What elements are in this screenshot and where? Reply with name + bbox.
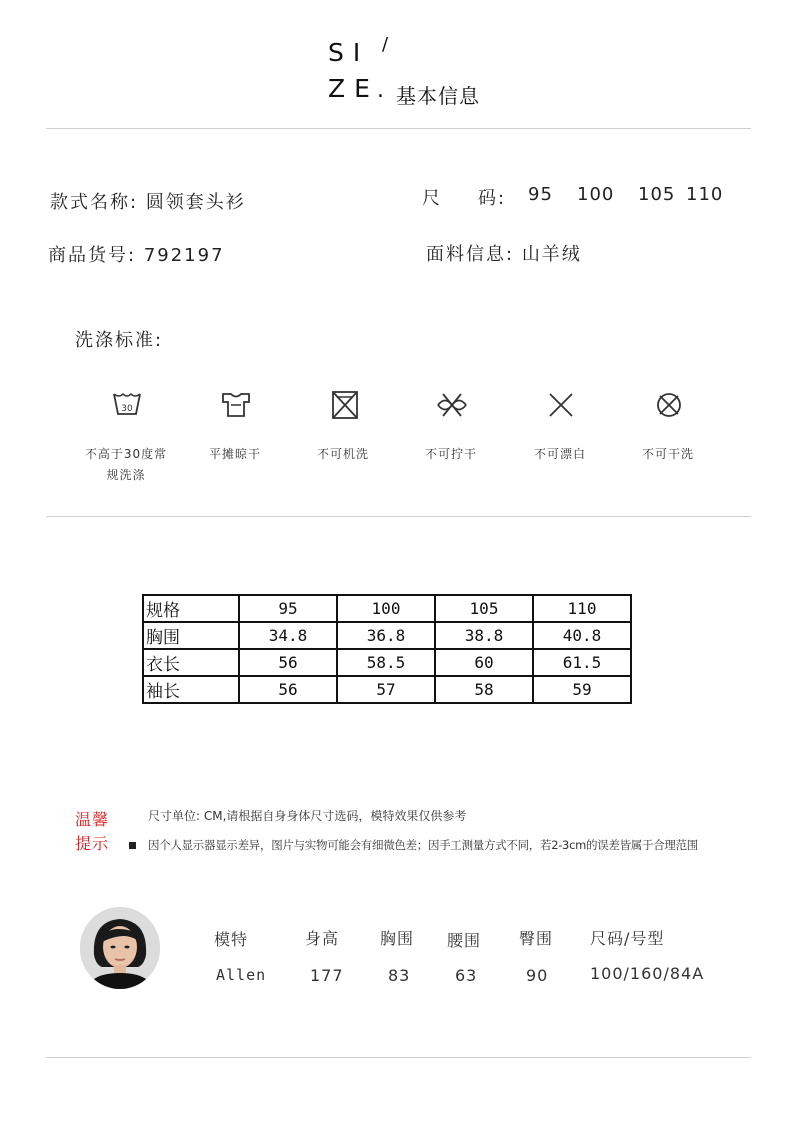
no-wring-icon (435, 388, 469, 422)
table-cell: 38.8 (435, 622, 533, 649)
item-number (48, 241, 225, 267)
item-value: 792197 (143, 245, 225, 266)
table-row (143, 649, 631, 676)
table-cell: 95 (239, 595, 337, 622)
style-name (50, 188, 246, 214)
care-label-3: 不可机洗 (316, 447, 369, 461)
fabric-value: 山羊绒 (521, 244, 582, 265)
table-cell: 36.8 (337, 622, 435, 649)
table-row (143, 595, 631, 622)
divider-top (46, 128, 751, 129)
size-105: 105 (638, 184, 676, 205)
table-row (143, 622, 631, 649)
flat-dry-icon (219, 388, 253, 422)
row-label: 胸围 (143, 622, 239, 649)
model-portrait-icon (80, 907, 160, 989)
fabric-label: 面料信息: (426, 244, 515, 265)
size-110: 110 (686, 184, 724, 205)
tips-title (75, 808, 109, 856)
size-info (422, 184, 507, 210)
table-cell: 59 (533, 676, 631, 703)
size-label-1: 尺 (422, 188, 442, 209)
table-cell: 60 (435, 649, 533, 676)
care-label-4: 不可拧干 (424, 447, 477, 461)
care-label-2: 平摊晾干 (208, 447, 261, 461)
wash-30-icon (110, 388, 144, 422)
table-cell: 100 (337, 595, 435, 622)
model-header-size: 尺码/号型 (590, 929, 665, 948)
table-cell: 61.5 (533, 649, 631, 676)
tips-title-2: 提示 (75, 834, 110, 853)
no-machine-wash-icon (328, 388, 362, 422)
model-header-chest: 胸围 (380, 929, 415, 948)
care-label-6: 不可干洗 (641, 447, 694, 461)
size-table (142, 594, 632, 704)
care-label-1-line-2: 规洗涤 (106, 468, 146, 482)
avatar (80, 907, 160, 989)
item-label: 商品货号: (48, 245, 137, 266)
table-cell: 56 (239, 676, 337, 703)
divider-bottom (46, 1057, 751, 1058)
logo-top-text: SI (328, 38, 370, 67)
style-value: 圆领套头衫 (145, 192, 246, 213)
no-dry-clean-icon (652, 388, 686, 422)
model-header-hip: 臀围 (519, 929, 554, 948)
tips-line-1: 尺寸单位: CM,请根据自身身体尺寸选码，模特效果仅供参考 (148, 809, 467, 823)
style-label: 款式名称: (50, 192, 139, 213)
care-label-1-line-1: 不高于30度常 (84, 447, 168, 461)
size-label-2: 码: (478, 188, 507, 209)
size-100: 100 (577, 184, 615, 205)
table-cell: 34.8 (239, 622, 337, 649)
model-value-waist: 63 (455, 966, 478, 985)
table-cell: 56 (239, 649, 337, 676)
tips-line-2: 因个人显示器显示差异，图片与实物可能会有细微色差；因手工测量方式不同，若2-3cm的误差皆属于合理范围 (148, 838, 699, 852)
row-label: 袖长 (143, 676, 239, 703)
no-bleach-icon (544, 388, 578, 422)
model-value-chest: 83 (388, 966, 411, 985)
table-cell: 105 (435, 595, 533, 622)
table-cell: 110 (533, 595, 631, 622)
model-value-size: 100/160/84A (590, 964, 705, 983)
logo-dot: . (377, 78, 384, 103)
care-label-1 (71, 444, 181, 486)
care-title: 洗涤标准: (75, 330, 164, 351)
svg-text:30: 30 (121, 404, 133, 414)
model-header-height: 身高 (305, 929, 340, 948)
model-header-name: 模特 (214, 930, 249, 949)
row-label: 衣长 (143, 649, 239, 676)
table-cell: 40.8 (533, 622, 631, 649)
table-cell: 58.5 (337, 649, 435, 676)
size-95: 95 (528, 184, 553, 205)
fabric-info (426, 240, 582, 266)
model-header-waist: 腰围 (447, 931, 482, 950)
model-value-height: 177 (310, 966, 344, 985)
table-cell: 57 (337, 676, 435, 703)
logo-slash: / (382, 34, 389, 55)
model-value-hip: 90 (526, 966, 549, 985)
logo-top (328, 38, 369, 67)
logo-bottom-text: ZE (328, 74, 379, 103)
tips-title-1: 温馨 (75, 810, 110, 829)
model-value-name: Allen (216, 966, 267, 984)
divider-middle (46, 516, 751, 517)
care-label-5: 不可漂白 (533, 447, 586, 461)
table-cell: 58 (435, 676, 533, 703)
logo-bottom (328, 74, 379, 103)
bullet-icon (129, 842, 136, 849)
table-row (143, 676, 631, 703)
row-label: 规格 (143, 595, 239, 622)
section-title: 基本信息 (396, 84, 480, 108)
